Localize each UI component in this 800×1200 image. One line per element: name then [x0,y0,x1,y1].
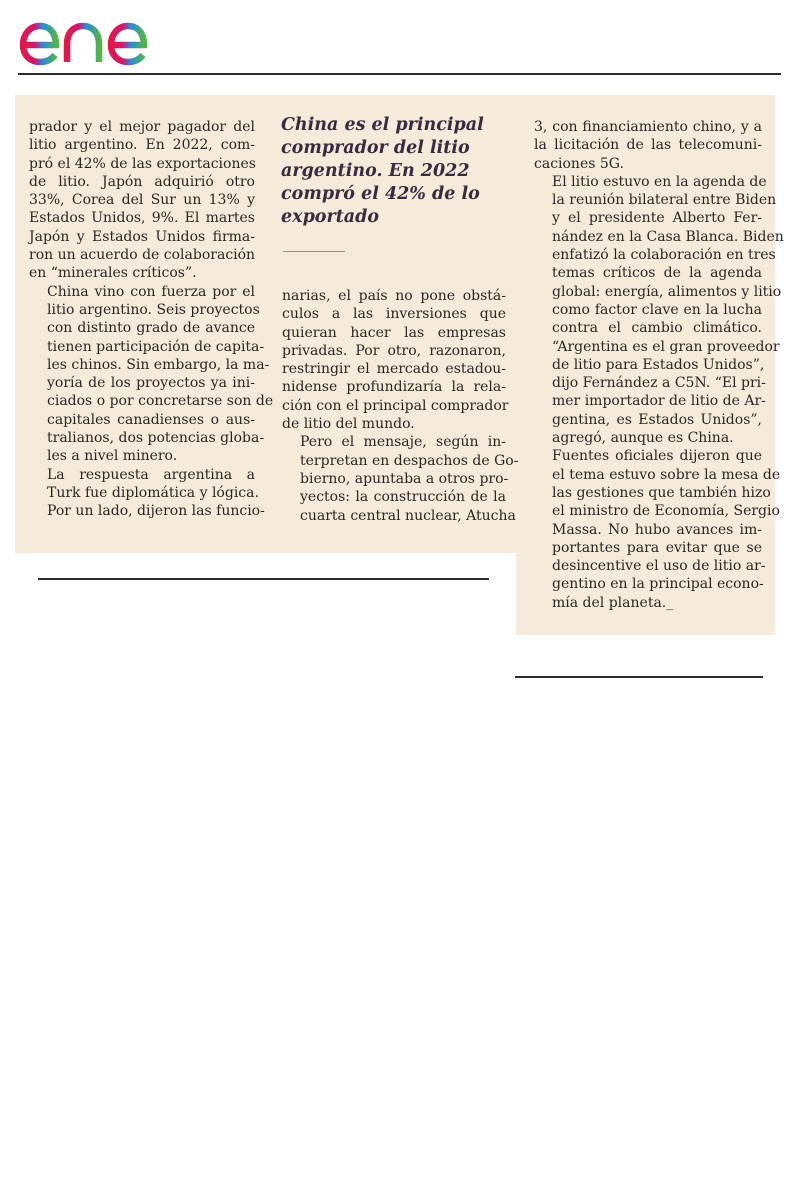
text-line: la reunión bilateral entre Biden [552,192,777,209]
text-line: La respuesta argentina a [47,466,255,483]
text-line: pró el 42% de las exportaciones [29,155,256,172]
pull-quote: China es el principal comprador del litio argentino. En 2022 compró el 42% de lo exportado [281,115,484,227]
text-line: ciados o por concretarse son de [47,393,274,410]
text-line: caciones 5G. [534,155,624,172]
text-line: nidense profundizaría la rela- [282,379,506,396]
text-line: el tema estuvo sobre la mesa de [552,466,781,483]
text-line: yectos: la construcción de la [300,489,506,506]
paragraph [29,118,255,283]
paragraph [534,447,781,612]
text-line: quieran hacer las empresas [282,324,506,341]
text-line: nández en la Casa Blanca. Biden [552,228,784,245]
text-line: Japón y Estados Unidos firma- [29,228,255,245]
text-line: El litio estuvo en la agenda de [552,173,767,190]
text-line: ción con el principal comprador [282,397,509,414]
pull-quote-rule [283,251,345,252]
text-line: mer importador de litio de Ar- [552,393,766,410]
text-line: en “minerales críticos”. [29,265,197,282]
text-line: restringir el mercado estadou- [282,361,506,378]
text-line: prador y el mejor pagador del [29,119,255,135]
text-line: China vino con fuerza por el [47,283,255,300]
text-line: litio argentino. En 2022, com- [29,137,255,154]
paragraph [29,283,274,466]
text-line: de litio para Estados Unidos”, [552,356,765,373]
text-line: la licitación de las telecomuni- [534,137,762,154]
text-line: 3, con financiamiento chino, y a [534,119,762,135]
article-column-2 [282,287,519,525]
text-line: contra el cambio climático. [552,320,762,337]
text-line: Pero el mensaje, según in- [300,434,506,451]
text-line: 33%, Corea del Sur un 13% y [29,192,255,209]
paragraph [534,173,784,447]
text-line: litio argentino. Seis proyectos [47,301,260,318]
text-line: tralianos, dos potencias globa- [47,430,265,447]
text-line: Estados Unidos, 9%. El martes [29,210,255,227]
paragraph [282,433,519,524]
text-line: de litio. Japón adquirió otro [29,173,255,190]
text-line: desincentive el uso de litio ar- [552,558,766,575]
text-line: gentino en la principal econo- [552,576,764,593]
text-line: con distinto grado de avance [47,320,255,337]
text-line: enfatizó la colaboración en tres [552,247,776,264]
text-line: el ministro de Economía, Sergio [552,503,780,520]
text-line: terpretan en despachos de Go- [300,452,519,469]
text-line: portantes para evitar que se [552,539,762,556]
text-line: capitales canadienses o aus- [47,411,255,428]
text-line: Massa. No hubo avances im- [552,521,762,538]
header-rule [18,73,781,75]
text-line: y el presidente Alberto Fer- [552,210,762,227]
text-line: les a nivel minero. [47,448,178,465]
text-line: de litio del mundo. [282,416,415,433]
text-line: les chinos. Sin embargo, la ma- [47,356,270,373]
text-line: cuarta central nuclear, Atucha [300,507,516,524]
text-line: dijo Fernández a C5N. “El pri- [552,375,766,392]
text-line: Turk fue diplomática y lógica. [47,484,259,501]
text-line: como factor clave en la lucha [552,301,762,318]
text-line: yoría de los proyectos ya ini- [47,375,255,392]
text-line: temas críticos de la agenda [552,265,762,282]
text-line: “Argentina es el gran proveedor [552,338,780,355]
footer-rule-left [38,578,489,580]
paragraph [534,118,762,173]
text-line: mía del planeta._ [552,594,674,611]
paragraph [29,466,265,521]
footer-rule-right [515,676,763,678]
article-column-1 [29,118,274,521]
text-line: tienen participación de capita- [47,338,265,355]
text-line: culos a las inversiones que [282,306,506,323]
text-line: ron un acuerdo de colaboración [29,247,256,264]
text-line: agregó, aunque es China. [552,430,734,447]
text-line: las gestiones que también hizo [552,484,771,501]
text-line: global: energía, alimentos y litio [552,283,782,300]
text-line: privadas. Por otro, razonaron, [282,342,506,359]
text-line: Por un lado, dijeron las funcio- [47,503,265,520]
enel-logo [16,4,186,68]
paragraph [282,287,509,433]
text-line: gentina, es Estados Unidos”, [552,411,762,428]
text-line: narias, el país no pone obstá- [282,288,506,304]
article-column-3 [534,118,784,612]
text-line: bierno, apuntaba a otros pro- [300,470,509,487]
text-line: Fuentes oficiales dijeron que [552,448,762,465]
